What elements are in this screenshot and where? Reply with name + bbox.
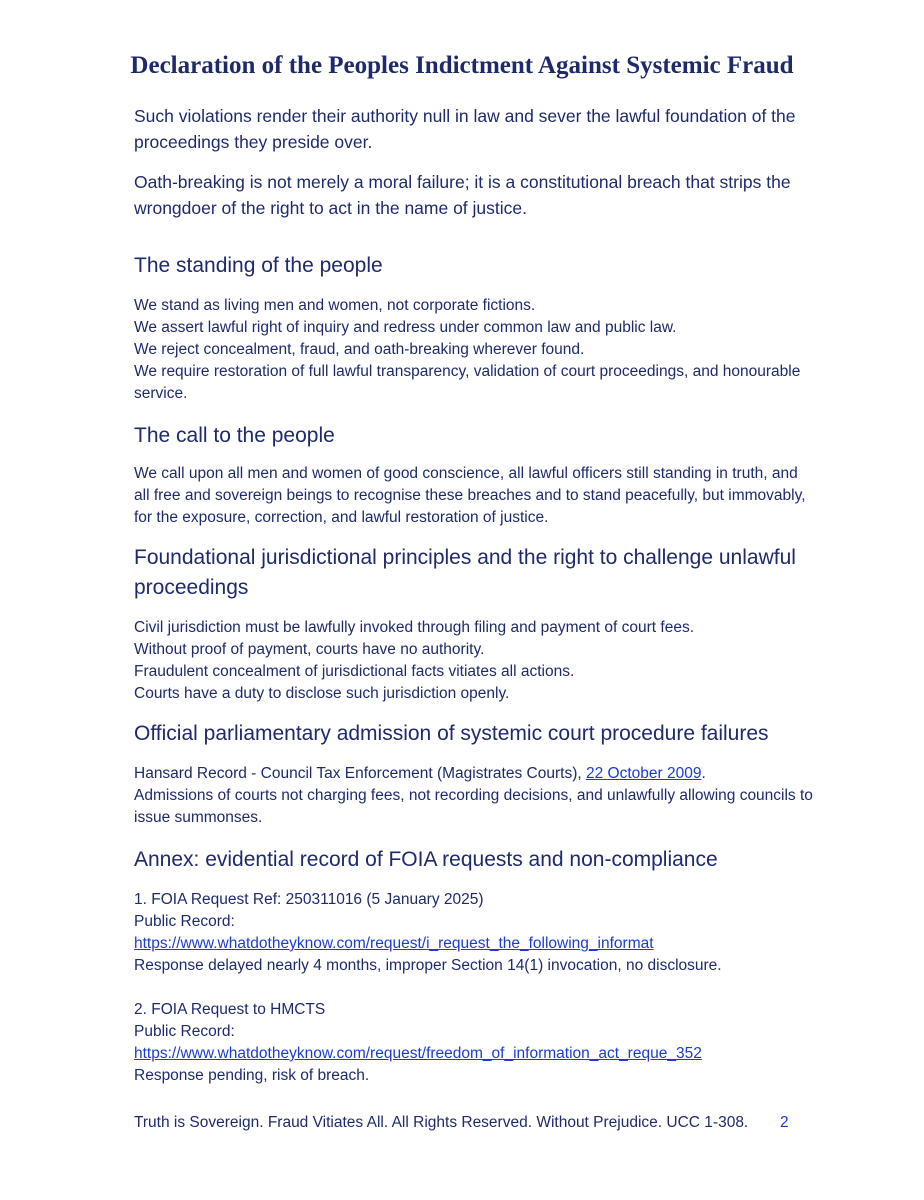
- call-paragraph: We call upon all men and women of good conscience, all lawful officers still standing in truth, and all free and sovereign beings to recognise these breaches and to stand peacefully, but immovably, for the exposure, correction, and lawful restoration of justice.: [134, 465, 806, 526]
- annex-item-url-link[interactable]: https://www.whatdotheyknow.com/request/i_request_the_following_informat: [134, 935, 654, 952]
- principle-line: Fraudulent concealment of jurisdictional facts vitiates all actions.: [134, 663, 575, 680]
- principle-line: Civil jurisdiction must be lawfully invoked through filing and payment of court fees.: [134, 619, 694, 636]
- hansard-date-link[interactable]: 22 October 2009: [585, 765, 702, 782]
- intro-paragraph-2: Oath-breaking is not merely a moral failure; it is a constitutional breach that strips the wrongdoer of the right to act in the name of justice.: [134, 172, 791, 218]
- annex-item-title: 2. FOIA Request to HMCTS: [134, 1001, 326, 1018]
- section-heading-call: The call to the people: [134, 424, 335, 447]
- intro-paragraph-1: Such violations render their authority null in law and sever the lawful foundation of the proceedings they preside over.: [134, 106, 796, 152]
- standing-line: We reject concealment, fraud, and oath-breaking wherever found.: [134, 341, 585, 358]
- standing-line: We require restoration of full lawful transparency, validation of court proceedings, and honourable service.: [134, 363, 801, 402]
- annex-item-title: 1. FOIA Request Ref: 250311016 (5 January 2025): [134, 891, 484, 908]
- annex-item: [134, 999, 814, 1087]
- standing-line: We assert lawful right of inquiry and redress under common law and public law.: [134, 319, 677, 336]
- document-title: Declaration of the Peoples Indictment Against Systemic Fraud: [130, 52, 794, 79]
- footer-text: Truth is Sovereign. Fraud Vitiates All. All Rights Reserved. Without Prejudice. UCC 1-308.: [134, 1114, 749, 1131]
- annex-item-note: Response delayed nearly 4 months, improper Section 14(1) invocation, no disclosure.: [134, 957, 722, 974]
- standing-line: We stand as living men and women, not corporate fictions.: [134, 297, 536, 314]
- admission-paragraph-2: Admissions of courts not charging fees, not recording decisions, and unlawfully allowing councils to issue summonses.: [134, 787, 813, 826]
- annex-item-label: Public Record:: [134, 913, 235, 930]
- principle-line: Courts have a duty to disclose such jurisdiction openly.: [134, 685, 510, 702]
- section-heading-admission: Official parliamentary admission of systemic court procedure failures: [134, 722, 769, 745]
- standing-list: [134, 295, 814, 405]
- annex-item-note: Response pending, risk of breach.: [134, 1067, 370, 1084]
- page-number: 2: [780, 1114, 789, 1131]
- principle-line: Without proof of payment, courts have no authority.: [134, 641, 485, 658]
- document-body: [134, 103, 814, 1087]
- annex-item-label: Public Record:: [134, 1023, 235, 1040]
- section-heading-standing: The standing of the people: [134, 254, 383, 277]
- admission-period: .: [701, 765, 706, 782]
- admission-paragraph: [134, 763, 814, 785]
- admission-text: Hansard Record - Council Tax Enforcement (Magistrates Courts),: [134, 765, 586, 782]
- principles-list: [134, 617, 814, 705]
- annex-item: [134, 889, 814, 977]
- section-heading-annex: Annex: evidential record of FOIA requests and non-compliance: [134, 848, 718, 871]
- section-heading-principles: Foundational jurisdictional principles and the right to challenge unlawful proceedings: [134, 546, 796, 599]
- annex-item-url-link[interactable]: https://www.whatdotheyknow.com/request/freedom_of_information_act_reque_352: [134, 1045, 702, 1062]
